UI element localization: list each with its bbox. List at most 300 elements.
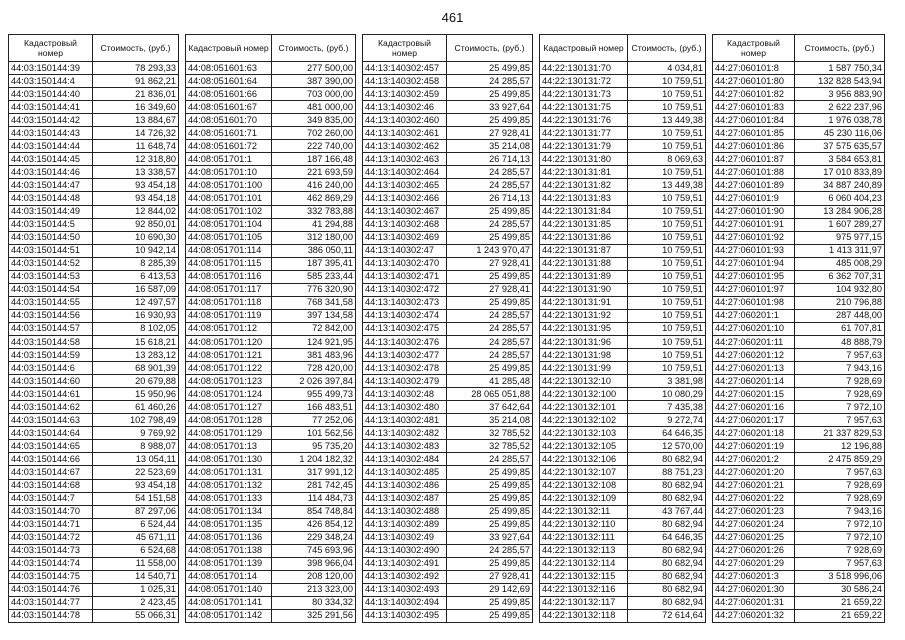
- cadastral-number-cell: 44:08:051701:140: [186, 583, 272, 596]
- table-row: [363, 75, 533, 88]
- cadastral-number-cell: 44:27:060201:23: [713, 505, 795, 518]
- table-row: [186, 257, 356, 270]
- cost-cell: 24 285,57: [447, 179, 533, 192]
- cost-cell: 25 499,85: [447, 231, 533, 244]
- cadastral-number-cell: 44:22:130131:81: [540, 166, 628, 179]
- table-row: [363, 570, 533, 583]
- cost-cell: 41 294,88: [272, 218, 356, 231]
- cadastral-number-cell: 44:03:150144:75: [9, 570, 93, 583]
- cadastral-number-cell: 44:03:150144:77: [9, 596, 93, 609]
- table-row: [186, 427, 356, 440]
- cost-cell: 30 586,24: [795, 583, 885, 596]
- cost-cell: 68 901,39: [93, 362, 179, 375]
- table-row: [713, 75, 885, 88]
- cadastral-number-cell: 44:27:060201:18: [713, 427, 795, 440]
- table-row: [9, 179, 179, 192]
- cadastral-number-cell: 44:27:060101:89: [713, 179, 795, 192]
- cadastral-number-cell: 44:08:051701:122: [186, 362, 272, 375]
- table-row: [713, 179, 885, 192]
- table-row: [363, 257, 533, 270]
- cadastral-number-cell: 44:27:060101:90: [713, 205, 795, 218]
- cadastral-number-cell: 44:03:150144:67: [9, 466, 93, 479]
- cadastral-number-cell: 44:27:060101:98: [713, 296, 795, 309]
- cost-cell: 93 454,18: [93, 179, 179, 192]
- cadastral-number-cell: 44:08:051601:64: [186, 75, 272, 88]
- cost-cell: 78 293,33: [93, 62, 179, 75]
- table-row: [713, 218, 885, 231]
- cost-cell: 88 751,23: [628, 466, 706, 479]
- cost-cell: 12 497,57: [93, 296, 179, 309]
- cadastral-number-cell: 44:13:140302:488: [363, 505, 447, 518]
- cost-cell: 10 759,51: [628, 127, 706, 140]
- cost-cell: 13 449,38: [628, 179, 706, 192]
- table-row: [186, 88, 356, 101]
- cost-cell: 25 499,85: [447, 362, 533, 375]
- cost-cell: 426 854,12: [272, 518, 356, 531]
- cost-cell: 6 524,68: [93, 544, 179, 557]
- table-row: [9, 427, 179, 440]
- cadastral-number-cell: 44:13:140302:461: [363, 127, 447, 140]
- cost-cell: 2 423,45: [93, 596, 179, 609]
- cost-cell: 955 499,73: [272, 388, 356, 401]
- cadastral-number-cell: 44:22:130131:70: [540, 62, 628, 75]
- cost-cell: 7 928,69: [795, 388, 885, 401]
- table-row: [713, 388, 885, 401]
- table-row: [9, 583, 179, 596]
- cost-cell: 32 785,52: [447, 427, 533, 440]
- table-row: [9, 309, 179, 322]
- table-row: [9, 231, 179, 244]
- cadastral-number-cell: 44:13:140302:495: [363, 609, 447, 622]
- cadastral-number-cell: 44:22:130132:117: [540, 596, 628, 609]
- table-row: [186, 205, 356, 218]
- cadastral-number-cell: 44:03:150144:6: [9, 362, 93, 375]
- cost-cell: 416 240,00: [272, 179, 356, 192]
- table-row: [540, 322, 706, 335]
- cost-cell: 55 066,31: [93, 609, 179, 622]
- table-row: [540, 166, 706, 179]
- cadastral-number-cell: 44:27:060201:10: [713, 322, 795, 335]
- table-row: [540, 466, 706, 479]
- cadastral-number-cell: 44:13:140302:485: [363, 466, 447, 479]
- cadastral-number-cell: 44:08:051701:138: [186, 544, 272, 557]
- cost-cell: 703 000,00: [272, 88, 356, 101]
- cadastral-number-cell: 44:22:130132:116: [540, 583, 628, 596]
- cadastral-number-cell: 44:22:130131:72: [540, 75, 628, 88]
- cost-cell: 7 972,10: [795, 518, 885, 531]
- table-row: [713, 505, 885, 518]
- table-row: [363, 609, 533, 622]
- cadastral-number-cell: 44:13:140302:460: [363, 114, 447, 127]
- table-row: [540, 518, 706, 531]
- cost-cell: 6 060 404,23: [795, 192, 885, 205]
- table-row: [713, 192, 885, 205]
- cadastral-number-cell: 44:08:051701:129: [186, 427, 272, 440]
- cadastral-number-cell: 44:03:150144:46: [9, 166, 93, 179]
- cadastral-number-cell: 44:27:060201:14: [713, 375, 795, 388]
- table-row: [186, 375, 356, 388]
- cost-cell: 93 454,18: [93, 192, 179, 205]
- cost-cell: 35 214,08: [447, 140, 533, 153]
- cost-cell: 349 835,00: [272, 114, 356, 127]
- cadastral-number-cell: 44:27:060101:86: [713, 140, 795, 153]
- table-row: [186, 557, 356, 570]
- cost-cell: 124 921,95: [272, 335, 356, 348]
- table-row: [363, 583, 533, 596]
- cadastral-number-cell: 44:13:140302:457: [363, 62, 447, 75]
- cost-cell: 114 484,73: [272, 492, 356, 505]
- cost-cell: 6 413,53: [93, 270, 179, 283]
- cadastral-number-cell: 44:13:140302:482: [363, 427, 447, 440]
- table-row: [540, 231, 706, 244]
- table-row: [713, 596, 885, 609]
- cadastral-number-cell: 44:27:060101:85: [713, 127, 795, 140]
- cost-cell: 34 887 240,89: [795, 179, 885, 192]
- table-row: [363, 544, 533, 557]
- cost-cell: 481 000,00: [272, 101, 356, 114]
- table-row: [540, 388, 706, 401]
- page-number: 461: [441, 10, 464, 25]
- cadastral-number-cell: 44:03:150144:60: [9, 375, 93, 388]
- table-row: [540, 192, 706, 205]
- cadastral-number-cell: 44:27:060101:95: [713, 270, 795, 283]
- cadastral-number-cell: 44:03:150144:51: [9, 244, 93, 257]
- table-row: [9, 114, 179, 127]
- cost-cell: 222 740,00: [272, 140, 356, 153]
- table-row: [9, 62, 179, 75]
- cadastral-number-cell: 44:13:140302:469: [363, 231, 447, 244]
- table-row: [713, 531, 885, 544]
- table-row: [186, 518, 356, 531]
- table-row: [363, 440, 533, 453]
- cost-cell: 728 420,00: [272, 362, 356, 375]
- table-row: [363, 335, 533, 348]
- cadastral-number-cell: 44:27:060101:94: [713, 257, 795, 270]
- cost-cell: 80 682,94: [628, 518, 706, 531]
- table-row: [540, 244, 706, 257]
- table-row: [186, 114, 356, 127]
- table-row: [540, 75, 706, 88]
- table-row: [363, 270, 533, 283]
- cadastral-number-cell: 44:22:130132:110: [540, 518, 628, 531]
- table-row: [540, 257, 706, 270]
- header-cadastral-number: Кадастровый номер: [363, 35, 447, 62]
- cadastral-number-cell: 44:27:060201:12: [713, 349, 795, 362]
- cadastral-number-cell: 44:03:150144:61: [9, 388, 93, 401]
- cadastral-number-cell: 44:08:051701:127: [186, 401, 272, 414]
- cadastral-number-cell: 44:13:140302:486: [363, 479, 447, 492]
- cost-cell: 80 682,94: [628, 583, 706, 596]
- cadastral-number-cell: 44:13:140302:46: [363, 101, 447, 114]
- cadastral-number-cell: 44:08:051701:1: [186, 153, 272, 166]
- table-row: [713, 466, 885, 479]
- table-row: [186, 283, 356, 296]
- cost-cell: 7 972,10: [795, 401, 885, 414]
- cost-cell: 386 050,11: [272, 244, 356, 257]
- cadastral-number-cell: 44:13:140302:468: [363, 218, 447, 231]
- cost-cell: 29 142,69: [447, 583, 533, 596]
- cost-cell: 21 659,22: [795, 596, 885, 609]
- table-row: [186, 388, 356, 401]
- cadastral-number-cell: 44:27:060201:26: [713, 544, 795, 557]
- table-row: [713, 283, 885, 296]
- cost-cell: 3 584 653,81: [795, 153, 885, 166]
- table-row: [713, 479, 885, 492]
- cost-cell: 11 648,74: [93, 140, 179, 153]
- cost-cell: 221 693,59: [272, 166, 356, 179]
- table-row: [186, 570, 356, 583]
- table-row: [713, 101, 885, 114]
- table-row: [363, 62, 533, 75]
- cost-cell: 104 932,80: [795, 283, 885, 296]
- cadastral-number-cell: 44:22:130132:107: [540, 466, 628, 479]
- table-row: [713, 362, 885, 375]
- cadastral-number-cell: 44:27:060201:20: [713, 466, 795, 479]
- cost-cell: 10 759,51: [628, 88, 706, 101]
- table-row: [540, 218, 706, 231]
- cadastral-number-cell: 44:08:051601:72: [186, 140, 272, 153]
- table-row: [540, 531, 706, 544]
- cadastral-number-cell: 44:22:130132:114: [540, 557, 628, 570]
- table-row: [186, 231, 356, 244]
- cost-cell: 37 575 635,57: [795, 140, 885, 153]
- cost-cell: 3 518 996,06: [795, 570, 885, 583]
- table-row: [540, 505, 706, 518]
- table-row: [9, 375, 179, 388]
- cost-cell: 10 759,51: [628, 349, 706, 362]
- table-row: [9, 557, 179, 570]
- cost-cell: 381 483,96: [272, 349, 356, 362]
- cadastral-number-cell: 44:13:140302:493: [363, 583, 447, 596]
- cadastral-number-cell: 44:03:150144:5: [9, 218, 93, 231]
- cost-cell: 10 759,51: [628, 140, 706, 153]
- cost-cell: 6 362 707,31: [795, 270, 885, 283]
- table-row: [713, 270, 885, 283]
- table-row: [9, 192, 179, 205]
- cadastral-number-cell: 44:27:060201:1: [713, 309, 795, 322]
- table-row: [713, 114, 885, 127]
- cadastral-number-cell: 44:22:130131:99: [540, 362, 628, 375]
- cost-cell: 9 272,74: [628, 414, 706, 427]
- table-row: [9, 492, 179, 505]
- table-row: [9, 296, 179, 309]
- cost-cell: 10 690,30: [93, 231, 179, 244]
- table-row: [363, 192, 533, 205]
- cost-cell: 7 928,69: [795, 492, 885, 505]
- table-row: [363, 453, 533, 466]
- header-cost: Стоимость, (руб.): [795, 35, 885, 62]
- cadastral-number-cell: 44:22:130131:77: [540, 127, 628, 140]
- cost-cell: 1 413 311,97: [795, 244, 885, 257]
- table-row: [363, 309, 533, 322]
- cost-cell: 10 759,51: [628, 218, 706, 231]
- cost-cell: 25 499,85: [447, 62, 533, 75]
- cost-cell: 287 448,00: [795, 309, 885, 322]
- cost-cell: 12 196,88: [795, 440, 885, 453]
- table-row: [186, 414, 356, 427]
- cost-cell: 80 682,94: [628, 453, 706, 466]
- cost-cell: 32 785,52: [447, 440, 533, 453]
- cost-cell: 776 320,90: [272, 283, 356, 296]
- table-row: [9, 283, 179, 296]
- table-row: [363, 596, 533, 609]
- cadastral-number-cell: 44:03:150144:72: [9, 531, 93, 544]
- cadastral-number-cell: 44:27:060101:93: [713, 244, 795, 257]
- table-row: [9, 479, 179, 492]
- cost-cell: 80 682,94: [628, 557, 706, 570]
- cadastral-number-cell: 44:13:140302:479: [363, 375, 447, 388]
- table-row: [9, 349, 179, 362]
- cadastral-number-cell: 44:08:051701:132: [186, 479, 272, 492]
- cadastral-number-cell: 44:03:150144:50: [9, 231, 93, 244]
- cost-cell: 1 025,31: [93, 583, 179, 596]
- table-row: [9, 140, 179, 153]
- table-row: [363, 349, 533, 362]
- table-row: [540, 583, 706, 596]
- cost-cell: 7 972,10: [795, 531, 885, 544]
- cost-cell: 485 008,29: [795, 257, 885, 270]
- cost-cell: 7 928,69: [795, 479, 885, 492]
- cadastral-number-cell: 44:08:051701:105: [186, 231, 272, 244]
- cadastral-number-cell: 44:08:051601:70: [186, 114, 272, 127]
- table-row: [186, 466, 356, 479]
- table-row: [713, 166, 885, 179]
- cadastral-number-cell: 44:13:140302:478: [363, 362, 447, 375]
- cost-cell: 27 928,41: [447, 570, 533, 583]
- cadastral-number-cell: 44:27:060101:88: [713, 166, 795, 179]
- header-cadastral-number: Кадастровый номер: [9, 35, 93, 62]
- table-row: [713, 518, 885, 531]
- table-row: [363, 375, 533, 388]
- header-cadastral-number: Кадастровый номер: [713, 35, 795, 62]
- cost-cell: 24 285,57: [447, 166, 533, 179]
- cadastral-number-cell: 44:03:150144:54: [9, 283, 93, 296]
- cost-cell: 54 151,58: [93, 492, 179, 505]
- cost-cell: 8 102,05: [93, 322, 179, 335]
- table-row: [713, 570, 885, 583]
- cadastral-number-cell: 44:22:130131:90: [540, 283, 628, 296]
- cadastral-number-cell: 44:22:130132:109: [540, 492, 628, 505]
- table-row: [713, 427, 885, 440]
- cadastral-number-cell: 44:08:051701:135: [186, 518, 272, 531]
- table-row: [186, 179, 356, 192]
- cost-cell: 398 966,04: [272, 557, 356, 570]
- cost-cell: 28 065 051,88: [447, 388, 533, 401]
- cadastral-number-cell: 44:03:150144:41: [9, 101, 93, 114]
- cost-cell: 10 759,51: [628, 322, 706, 335]
- cadastral-number-cell: 44:03:150144:47: [9, 179, 93, 192]
- table-row: [363, 283, 533, 296]
- table-row: [713, 557, 885, 570]
- cost-cell: 10 759,51: [628, 205, 706, 218]
- table-row: [363, 114, 533, 127]
- table-row: [713, 231, 885, 244]
- table-row: [540, 479, 706, 492]
- cadastral-number-cell: 44:22:130131:79: [540, 140, 628, 153]
- table-row: [186, 153, 356, 166]
- table-row: [9, 466, 179, 479]
- cadastral-number-cell: 44:08:051701:139: [186, 557, 272, 570]
- cost-cell: 1 204 182,32: [272, 453, 356, 466]
- table-row: [540, 283, 706, 296]
- cadastral-number-cell: 44:27:060201:22: [713, 492, 795, 505]
- cost-cell: 25 499,85: [447, 296, 533, 309]
- cadastral-number-cell: 44:27:060201:19: [713, 440, 795, 453]
- table-row: [540, 544, 706, 557]
- table-row: [363, 505, 533, 518]
- table-row: [186, 440, 356, 453]
- table-row: [713, 296, 885, 309]
- cadastral-number-cell: 44:22:130131:73: [540, 88, 628, 101]
- cadastral-number-cell: 44:22:130132:103: [540, 427, 628, 440]
- cost-cell: 277 500,00: [272, 62, 356, 75]
- cadastral-number-cell: 44:22:130131:75: [540, 101, 628, 114]
- table-row: [186, 479, 356, 492]
- table-row: [9, 401, 179, 414]
- table-row: [9, 570, 179, 583]
- cost-cell: 27 928,41: [447, 127, 533, 140]
- cost-cell: 16 930,93: [93, 309, 179, 322]
- cadastral-number-cell: 44:22:130132:115: [540, 570, 628, 583]
- cost-cell: 80 334,32: [272, 596, 356, 609]
- cost-cell: 208 120,00: [272, 570, 356, 583]
- table-row: [186, 492, 356, 505]
- table-row: [540, 427, 706, 440]
- table-row: [713, 583, 885, 596]
- table-row: [186, 270, 356, 283]
- cost-cell: 25 499,85: [447, 557, 533, 570]
- cadastral-number-cell: 44:08:051701:142: [186, 609, 272, 622]
- cadastral-number-cell: 44:27:060101:80: [713, 75, 795, 88]
- table-row: [186, 244, 356, 257]
- cost-cell: 20 679,88: [93, 375, 179, 388]
- cost-cell: 24 285,57: [447, 309, 533, 322]
- cadastral-number-cell: 44:22:130132:10: [540, 375, 628, 388]
- table-row: [363, 479, 533, 492]
- cost-cell: 80 682,94: [628, 570, 706, 583]
- table-row: [9, 153, 179, 166]
- cost-cell: 27 928,41: [447, 257, 533, 270]
- table-row: [713, 414, 885, 427]
- table-row: [540, 401, 706, 414]
- cadastral-table-4: [539, 34, 706, 623]
- cadastral-number-cell: 44:22:130131:84: [540, 205, 628, 218]
- cost-cell: 7 943,16: [795, 362, 885, 375]
- cost-cell: 10 759,51: [628, 231, 706, 244]
- cost-cell: 2 026 397,84: [272, 375, 356, 388]
- cadastral-number-cell: 44:08:051701:121: [186, 349, 272, 362]
- cost-cell: 12 844,02: [93, 205, 179, 218]
- cadastral-number-cell: 44:13:140302:480: [363, 401, 447, 414]
- cadastral-number-cell: 44:03:150144:73: [9, 544, 93, 557]
- cadastral-number-cell: 44:03:150144:74: [9, 557, 93, 570]
- cost-cell: 10 759,51: [628, 75, 706, 88]
- cadastral-number-cell: 44:08:051701:130: [186, 453, 272, 466]
- cadastral-number-cell: 44:27:060201:24: [713, 518, 795, 531]
- table-row: [9, 244, 179, 257]
- cadastral-number-cell: 44:08:051701:133: [186, 492, 272, 505]
- cadastral-number-cell: 44:13:140302:47: [363, 244, 447, 257]
- cadastral-number-cell: 44:08:051701:115: [186, 257, 272, 270]
- table-row: [186, 349, 356, 362]
- cost-cell: 8 069,63: [628, 153, 706, 166]
- table-row: [713, 492, 885, 505]
- table-row: [186, 296, 356, 309]
- cadastral-number-cell: 44:08:051701:114: [186, 244, 272, 257]
- cost-cell: 132 828 543,94: [795, 75, 885, 88]
- table-row: [9, 531, 179, 544]
- cadastral-number-cell: 44:08:051701:101: [186, 192, 272, 205]
